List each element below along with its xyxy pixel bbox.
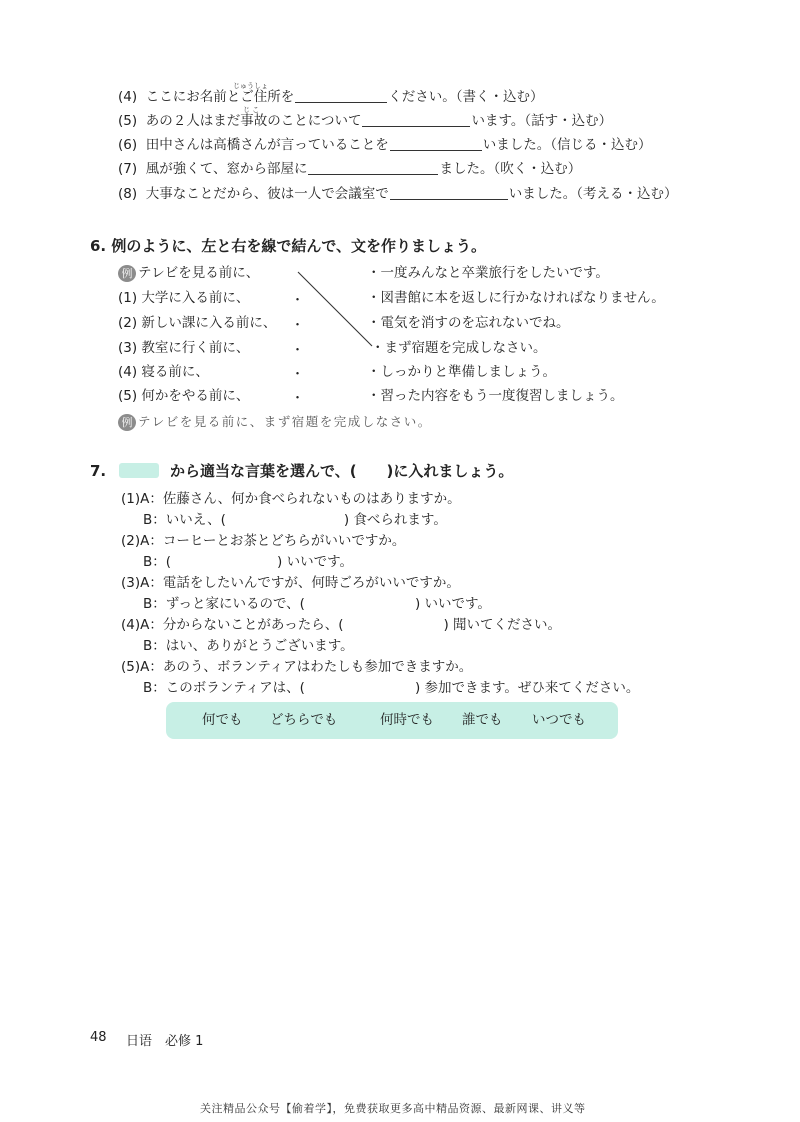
left-dot-5[interactable]: ・: [291, 391, 305, 406]
ex6-right-2: ・電気を消すのを忘れないでね。: [367, 315, 570, 331]
item-text-after: います。（話す・込む）: [471, 113, 613, 129]
ex6-left-1: (1) 大学に入る前に、: [118, 290, 250, 306]
dialogue-5-a: (5)A：あのう、ボランティアはわたしも参加できますか。: [121, 659, 473, 675]
dialogue-2-a: (2)A：コーヒーとお茶とどちらがいいですか。: [121, 533, 406, 549]
a-after: ) 聞いてください。: [443, 617, 562, 633]
b-after: ) 参加できます。ぜひ来てください。: [414, 680, 640, 696]
example-badge: 例: [118, 414, 136, 431]
b-before: B：(: [143, 554, 172, 570]
dialogue-1-a: (1)A：佐藤さん、何か食べられないものはありますか。: [121, 491, 461, 507]
furigana-jiko: じ こ: [243, 106, 260, 114]
ex6-right-1: ・図書館に本を返しに行かなければなりません。: [367, 290, 665, 306]
ex6-left-3: (3) 教室に行く前に、: [118, 340, 250, 356]
dialogue-5-b: [143, 679, 639, 697]
ex5-item-4: [118, 88, 543, 106]
choice-dochirademo[interactable]: どちらでも: [270, 712, 338, 728]
a-before: (4)A：分からないことがあったら、(: [121, 617, 344, 633]
b-before: B：このボランティアは、(: [143, 680, 305, 696]
left-dot-4[interactable]: ・: [291, 367, 305, 382]
item-number: (6): [118, 137, 138, 153]
ex5-item-8: [118, 185, 677, 203]
item-text-after: ください。（書く・込む）: [388, 89, 544, 105]
ex6-right-5: ・習った内容をもう一度復習しましょう。: [367, 388, 624, 404]
word-choice-box: [166, 702, 618, 739]
choice-daredemo[interactable]: 誰でも: [462, 712, 503, 728]
item-text-before: 大事なことだから、彼は一人で会議室で: [145, 186, 389, 202]
ex5-item-5: [118, 112, 612, 130]
item-number: (4): [118, 89, 138, 105]
item-text-before: ここにお名前とご住所を: [145, 89, 295, 105]
furigana-jusho: じゅうしょ: [233, 82, 268, 90]
dialogue-1-b: [143, 511, 447, 529]
left-dot-2[interactable]: ・: [291, 318, 305, 333]
left-dot-3[interactable]: ・: [291, 343, 305, 358]
ex6-heading: 6. 例のように、左と右を線で結んで、文を作りましょう。: [90, 237, 487, 255]
item-number: (5): [118, 113, 138, 129]
example-answer-text: テレビを見る前に、まず宿題を完成しなさい。: [138, 414, 432, 429]
choice-itsudemo[interactable]: いつでも: [532, 712, 586, 728]
answer-blank[interactable]: [308, 160, 438, 175]
ex7-heading: から適当な言葉を選んで、( )に入れましょう。: [170, 462, 514, 480]
item-text-after: いました。（信じる・込む）: [482, 137, 652, 153]
ex6-right-0: ・一度みんなと卒業旅行をしたいです。: [367, 265, 609, 281]
ex5-item-7: [118, 160, 581, 178]
ex7-number: 7.: [90, 462, 107, 480]
item-number: (8): [118, 186, 138, 202]
dialogue-3-a: (3)A：電話をしたいんですが、何時ごろがいいですか。: [121, 575, 460, 591]
ex6-example-answer: [118, 413, 432, 431]
dialogue-4-a: [121, 616, 561, 634]
ex6-left-5: (5) 何かをやる前に、: [118, 388, 250, 404]
ex6-right-4: ・しっかりと準備しましょう。: [367, 364, 556, 380]
b-after: ) いいです。: [414, 596, 491, 612]
item-text-after: ました。（吹く・込む）: [439, 161, 582, 177]
item-text-before: あの２人はまだ事故のことについて: [145, 113, 362, 129]
book-title: 日语 必修 1: [126, 1034, 204, 1049]
b-before: B：ずっと家にいるので、(: [143, 596, 305, 612]
item-text-before: 風が強くて、窓から部屋に: [145, 161, 308, 177]
item-text-after: いました。（考える・込む）: [508, 186, 678, 202]
ex6-left-2: (2) 新しい課に入る前に、: [118, 315, 277, 331]
dialogue-3-b: [143, 595, 491, 613]
left-dot-1[interactable]: ・: [291, 293, 305, 308]
left-text: テレビを見る前に、: [138, 265, 260, 281]
b-before: B：いいえ、(: [143, 512, 226, 528]
dialogue-4-b: B：はい、ありがとうございます。: [143, 638, 354, 654]
page-number: 48: [90, 1030, 107, 1045]
b-after: ) いいです。: [277, 554, 354, 570]
item-text-before: 田中さんは高橋さんが言っていることを: [145, 137, 389, 153]
answer-blank[interactable]: [390, 185, 508, 200]
ex5-item-6: [118, 136, 651, 154]
promo-footnote: 关注精品公众号【偷着学】，免费获取更多高中精品资源、最新网课、讲义等: [200, 1102, 586, 1115]
answer-blank[interactable]: [362, 112, 470, 127]
answer-blank[interactable]: [390, 136, 482, 151]
answer-blank[interactable]: [295, 88, 387, 103]
word-box-marker: [119, 463, 159, 478]
b-after: ) 食べられます。: [343, 512, 447, 528]
example-badge: 例: [118, 265, 136, 282]
dialogue-2-b: [143, 553, 353, 571]
choice-nandemo[interactable]: 何でも: [202, 712, 243, 728]
ex6-right-3: ・まず宿題を完成しなさい。: [371, 340, 547, 356]
ex6-left-4: (4) 寝る前に、: [118, 364, 209, 380]
ex6-left-example: [118, 264, 259, 282]
choice-nanjidemo[interactable]: 何時でも: [380, 712, 434, 728]
item-number: (7): [118, 161, 138, 177]
